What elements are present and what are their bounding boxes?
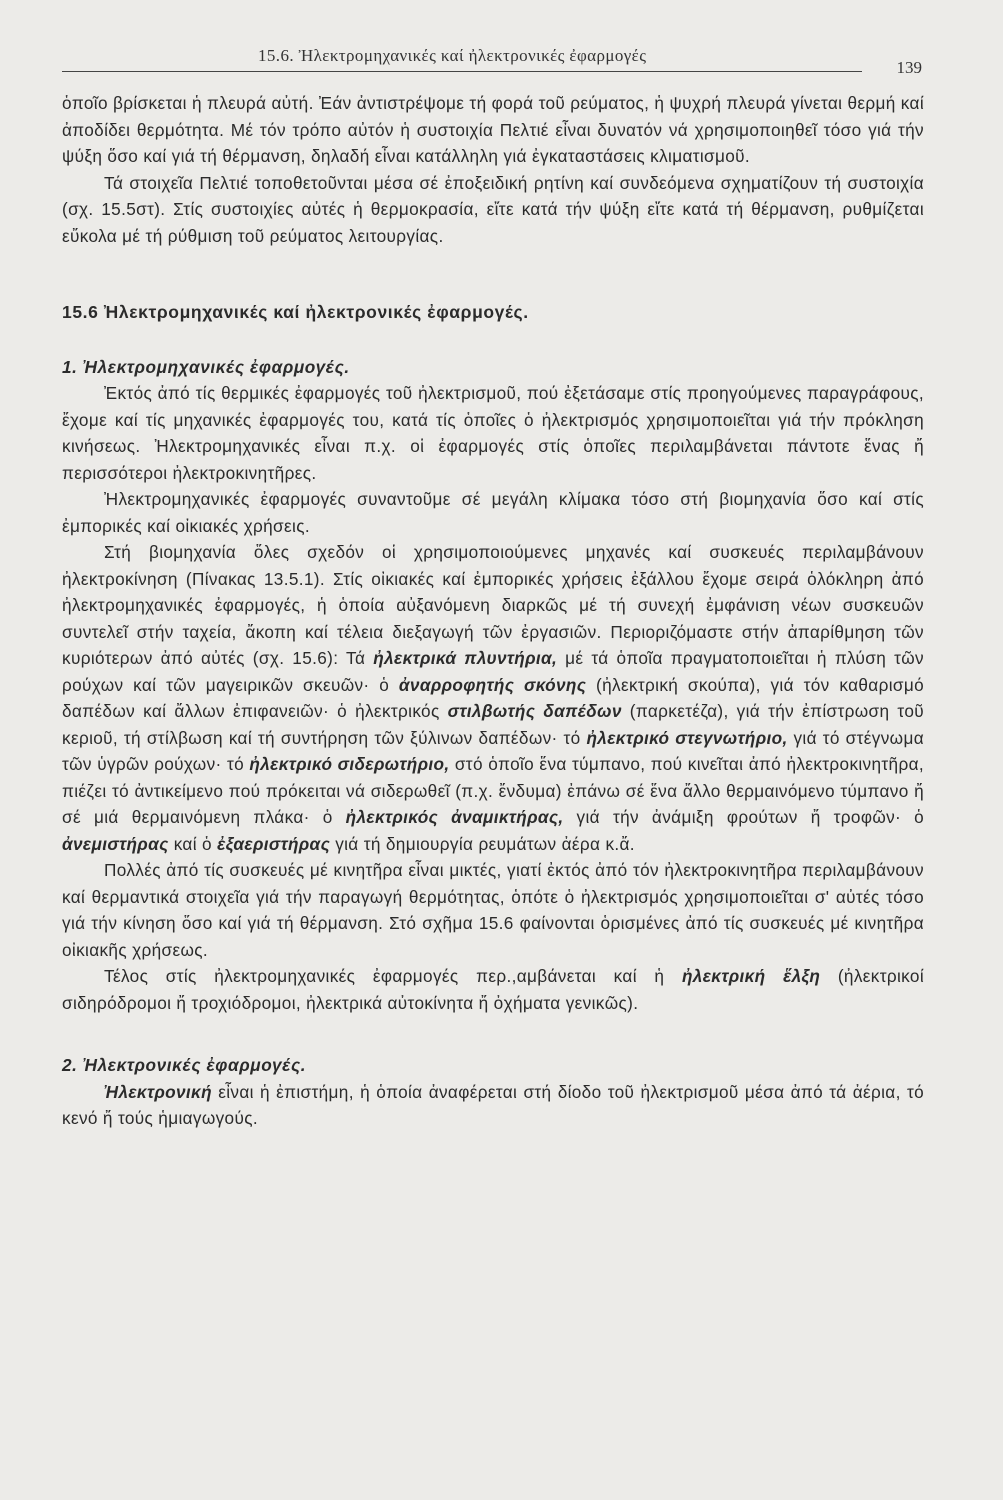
electromechanical-paragraph-1: Ἐκτός ἀπό τίς θερμικές ἐφαρμογές τοῦ ἠλεκτρισμοῦ, πού ἐξετάσαμε στίς προηγούμενες παραγράφους, ἔχομε καί τίς μηχανικές ἐφαρμογές του, κατά τίς ὁποῖες ὁ ἠλεκτρισμός χρησιμοποιεῖται γιά τήν πρόκληση κινήσεως. Ἠλεκτρομηχανικές εἶναι π.χ. οἱ ἐφαρμογές στίς ὁποῖες περιλαμβάνεται πάντοτε ἕνας ἤ περισσότεροι ἠλεκτροκινητῆρες. [62,383,924,483]
intro-paragraph-2: Τά στοιχεῖα Πελτιέ τοποθετοῦνται μέσα σέ ἐποξειδική ρητίνη καί συνδεόμενα σχηματίζουν τή συστοιχία (σχ. 15.5στ). Στίς συστοιχίες αὐτές ἡ θερμοκρασία, εἴτε κατά τήν ψύξη εἴτε κατά τή θέρμανση, ρυθμίζεται εὔκολα μέ τή ρύθμιση τοῦ ρεύματος λειτουργίας. [62,172,924,246]
page-body [62,90,924,1132]
keyword-washing-machines: ἠλεκτρικά πλυντήρια, [373,648,558,668]
page-number: 139 [896,58,922,77]
text-run: γιά τήν ἀνάμιξη φρούτων ἤ τροφῶν· ὁ [563,807,925,827]
text-run: στό ὁποῖο ἕνα τύμπανο, πού κινεῖται ἀπό ἠλεκτροκινητῆρα, πιέζει τό ἀντικείμενο πού πρόκειται νά σιδερωθεῖ (π.χ. ἔνδυμα) ἐπάνω σέ ἕνα ἄλλο θερμαινόμενο τύμπανο ἤ σέ μιά θερμαινόμενη πλάκα· ὁ [62,754,924,827]
text-run: καί ὁ [168,833,218,854]
keyword-electric-traction: ἠλεκτρική ἕλξη [681,966,821,986]
electronics-paragraph-1 [62,1079,924,1132]
keyword-ventilator: ἐξαεριστήρας [217,833,331,854]
keyword-ironer: ἠλεκτρικό σιδερωτήριο, [249,754,450,774]
keyword-mixer: ἠλεκτρικός ἀναμικτήρας, [345,807,564,827]
electromechanical-paragraph-5 [62,963,924,1016]
keyword-electronics: Ἠλεκτρονική [104,1081,212,1102]
subsection-1-heading: 1. Ἠλεκτρομηχανικές ἐφαρμογές. [62,356,350,377]
text-run: (ἠλεκτρική σκούπα), γιά τόν καθαρισμό δαπέδων καί ἄλλων ἐπιφανειῶν· ὁ ἠλεκτρικός [62,674,924,721]
electromechanical-paragraph-2: Ἠλεκτρομηχανικές ἐφαρμογές συναντοῦμε σέ μεγάλη κλίμακα τόσο στή βιομηχανία ὅσο καί στίς ἐμπορικές καί οἰκιακές χρήσεις. [62,489,924,536]
electromechanical-paragraph-3 [62,539,924,857]
intro-paragraph-1: ὁποῖο βρίσκεται ἡ πλευρά αὐτή. Ἐάν ἀντιστρέψομε τή φορά τοῦ ρεύματος, ἡ ψυχρή πλευρά γίνεται θερμή καί ἀποδίδει θερμότητα. Μέ τόν τρόπο αὐτόν ἡ συστοιχία Πελτιέ εἶναι δυνατόν νά χρησιμοποιηθεῖ τόσο γιά τήν ψύξη ὅσο καί γιά τή θέρμανση, δηλαδή εἶναι κατάλληλη γιά ἐγκαταστάσεις κλιματισμοῦ. [62,93,924,166]
text-run: εἶναι ἡ ἐπιστήμη, ἡ ὁποία ἀναφέρεται στή δίοδο τοῦ ἠλεκτρισμοῦ μέσα ἀπό τά ἀέρια, τό κενό ἤ τούς ἡμιαγωγούς. [62,1081,924,1128]
keyword-fan: ἀνεμιστήρας [62,833,169,854]
text-run: (παρκετέζα), γιά τήν ἐπίστρωση τοῦ κεριοῦ, τή στίλβωση καί τή συντήρηση τῶν ξύλινων δαπέδων· τό [62,701,924,748]
keyword-dryer: ἠλεκτρικό στεγνωτήριο, [586,727,788,748]
header-rule [62,71,862,72]
page-header [62,44,922,84]
keyword-floor-polisher: στιλβωτής δαπέδων [447,701,622,721]
running-title: 15.6. Ἠλεκτρομηχανικές καί ἠλεκτρονικές ἐφαρμογές [258,46,647,65]
text-run: Τέλος στίς ἠλεκτρομηχανικές ἐφαρμογές περ.,αμβάνεται καί ἡ [104,966,682,986]
text-run: Στή βιομηχανία ὅλες σχεδόν οἱ χρησιμοποιούμενες μηχανές καί συσκευές περιλαμβάνουν ἠλεκτροκίνηση (Πίνακας 13.5.1). Στίς οἰκιακές καί ἐμπορικές χρήσεις ἐξάλλου ἔχομε σειρά ὁλόκληρη ἀπό ἠλεκτρομηχανικές ἐφαρμογές, ἡ ὁποία αὐξανόμενη διαρκῶς μέ τή συνεχή ἐμφάνιση νέων συσκευῶν συντελεῖ στήν ταχεία, ἄκοπη καί τέλεια διεξαγωγή τῶν ἐργασιῶν. Περιοριζόμαστε στήν ἀπαρίθμηση τῶν κυριότερων ἀπό αὐτές (σχ. 15.6): Τά [62,542,924,668]
text-run: γιά τό στέγνωμα τῶν ὑγρῶν ρούχων· τό [62,727,924,774]
electromechanical-paragraph-4: Πολλές ἀπό τίς συσκευές μέ κινητῆρα εἶναι μικτές, γιατί ἐκτός ἀπό τόν ἠλεκτροκινητῆρα περιλαμβάνουν καί θερμαντικά στοιχεῖα γιά τήν παραγωγή θερμότητας, ὁπότε ὁ ἠλεκτρισμός χρησιμοποιεῖται σ' αὐτές τόσο γιά τήν κίνηση ὅσο καί γιά τή θέρμανση. Στό σχῆμα 15.6 φαίνονται ὁρισμένες ἀπό τίς συσκευές μέ κινητῆρα οἰκιακῆς χρήσεως. [62,860,924,960]
text-run: γιά τή δημιουργία ρευμάτων ἀέρα κ.ἄ. [330,833,635,854]
text-run: μέ τά ὁποῖα πραγματοποιεῖται ἡ πλύση τῶν ρούχων καί τῶν μαγειρικῶν σκευῶν· ὁ [62,648,924,695]
text-run: (ἠλεκτρικοί σιδηρόδρομοι ἤ τροχιόδρομοι, ἠλεκτρικά αὐτοκίνητα ἤ ὀχήματα γενικῶς). [62,966,924,1013]
keyword-vacuum-cleaner: ἀναρροφητής σκόνης [398,674,587,695]
subsection-2-heading: 2. Ἠλεκτρονικές ἐφαρμογές. [62,1055,307,1075]
section-heading: 15.6 Ἠλεκτρομηχανικές καί ἠλεκτρονικές ἐφαρμογές. [62,302,529,322]
